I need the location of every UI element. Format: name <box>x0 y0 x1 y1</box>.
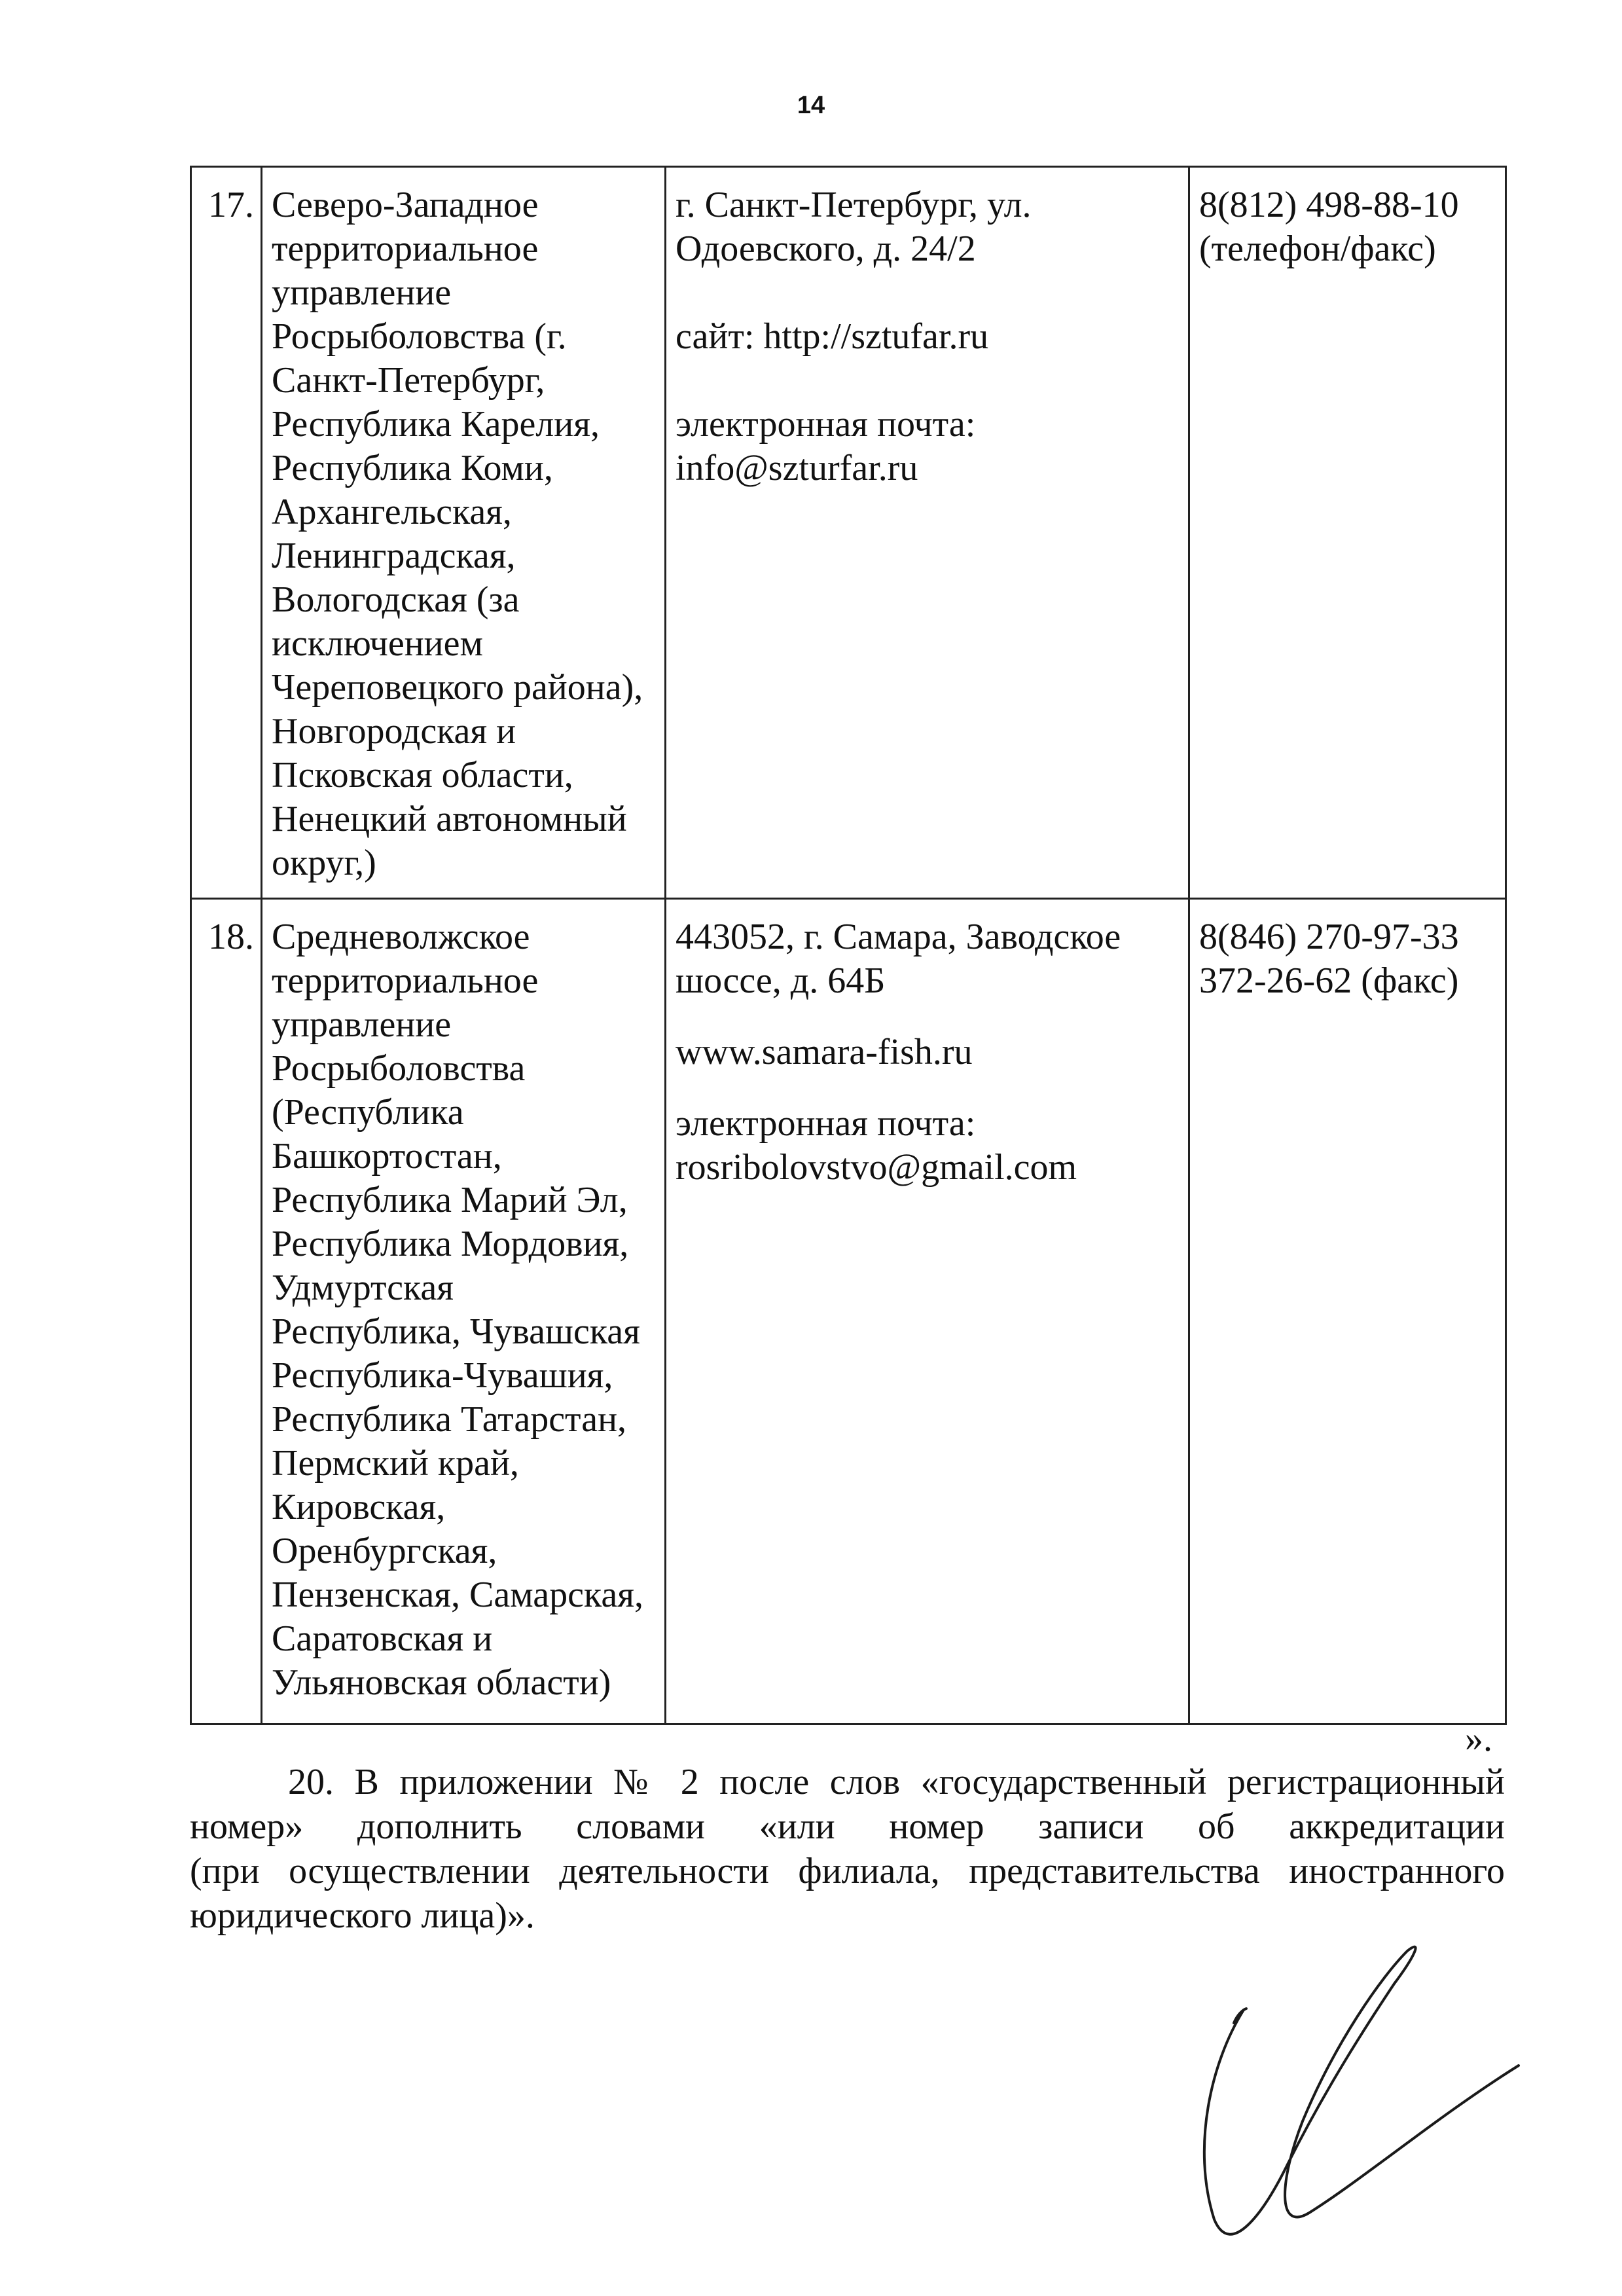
address-line: шоссе, д. 64Б <box>676 960 886 1001</box>
paragraph-line: (при осуществлении деятельности филиала, представительства иностранного <box>190 1851 1505 1891</box>
paragraph-line: номер» дополнить словами «или номер записи об аккредитации <box>190 1806 1505 1847</box>
office-name-line: Удмуртская <box>272 1267 454 1308</box>
email-address: rosribolovstvo@gmail.com <box>676 1147 1077 1188</box>
office-name-line: Росрыболовства <box>272 1048 526 1089</box>
address-line: Одоевского, д. 24/2 <box>676 228 976 269</box>
office-name-line: Псковская области, <box>272 755 573 795</box>
office-name-line: Кировская, <box>272 1487 446 1527</box>
email-label: электронная почта: <box>676 1103 976 1144</box>
office-name-line: Республика-Чувашия, <box>272 1355 613 1396</box>
row-number: 18. <box>191 899 262 1724</box>
amendment-paragraph <box>190 1760 1505 1938</box>
office-name-line: Республика Карелия, <box>272 404 600 445</box>
row-number: 17. <box>191 167 262 899</box>
office-name-line: Республика, Чувашская <box>272 1311 640 1352</box>
address-cell <box>666 899 1189 1724</box>
office-name-line: Башкортостан, <box>272 1136 502 1176</box>
office-name-line: Республика Коми, <box>272 448 553 488</box>
website: сайт: http://sztufar.ru <box>676 316 989 357</box>
office-name-line: Саратовская и <box>272 1618 493 1659</box>
office-name-line: исключением <box>272 623 483 664</box>
page-number: 14 <box>797 92 825 119</box>
office-name-line: управление <box>272 1004 452 1045</box>
phone-cell <box>1189 899 1506 1724</box>
phone-line: 8(846) 270-97-33 <box>1199 917 1459 957</box>
address-line: г. Санкт-Петербург, ул. <box>676 185 1032 225</box>
email-label: электронная почта: <box>676 404 976 445</box>
office-name-line: управление <box>272 272 452 313</box>
office-name-line: Республика Марий Эл, <box>272 1180 628 1220</box>
table-row <box>191 899 1506 1724</box>
office-name-line: Росрыболовства (г. <box>272 316 567 357</box>
paragraph-line: юридического лица)». <box>190 1895 535 1936</box>
website: www.samara-fish.ru <box>676 1032 973 1072</box>
office-name-line: территориальное <box>272 960 539 1001</box>
office-name-line: Череповецкого района), <box>272 667 643 708</box>
office-name-cell <box>262 167 666 899</box>
signature-icon <box>1165 1931 1532 2259</box>
office-name-line: Пермский край, <box>272 1443 519 1484</box>
office-name-line: Архангельская, <box>272 492 512 532</box>
office-name-line: Ульяновская области) <box>272 1662 611 1703</box>
office-name-cell <box>262 899 666 1724</box>
table-row <box>191 167 1506 899</box>
office-name-line: округ,) <box>272 843 376 883</box>
phone-line: 372-26-62 (факс) <box>1199 960 1459 1001</box>
phone-line: (телефон/факс) <box>1199 228 1436 269</box>
office-name-line: Санкт-Петербург, <box>272 360 545 401</box>
address-cell <box>666 167 1189 899</box>
office-name-line: Ленинградская, <box>272 536 516 576</box>
office-name-line: Ненецкий автономный <box>272 799 627 839</box>
office-name-line: Пензенская, Самарская, <box>272 1575 643 1615</box>
office-name-line: Средневолжское <box>272 917 530 957</box>
phone-cell <box>1189 167 1506 899</box>
territorial-offices-table <box>190 166 1507 1725</box>
office-name-line: Вологодская (за <box>272 579 520 620</box>
office-name-line: Оренбургская, <box>272 1531 497 1571</box>
paragraph-line: 20. В приложении № 2 после слов «государственный регистрационный <box>288 1762 1505 1802</box>
phone-line: 8(812) 498-88-10 <box>1199 185 1459 225</box>
office-name-line: Северо-Западное <box>272 185 539 225</box>
closing-quote: ». <box>1465 1719 1492 1759</box>
office-name-line: Республика Татарстан, <box>272 1399 627 1440</box>
office-name-line: Новгородская и <box>272 711 516 752</box>
address-line: 443052, г. Самара, Заводское <box>676 917 1121 957</box>
office-name-line: (Республика <box>272 1092 464 1133</box>
email-address: info@szturfar.ru <box>676 448 918 488</box>
office-name-line: территориальное <box>272 228 539 269</box>
office-name-line: Республика Мордовия, <box>272 1224 629 1264</box>
